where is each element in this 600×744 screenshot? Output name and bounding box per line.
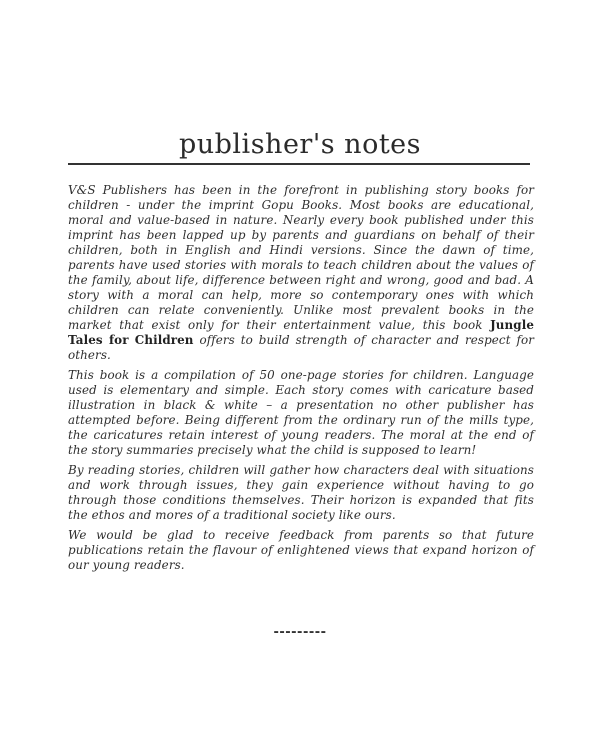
paragraph-2: This book is a compilation of 50 one-page stories for children. Language used is elementary and simple. Each story comes with caricature based illustration in black & white – a presentation no other publisher has attempted before. Being different from the ordinary run of the mills type, the caricatures retain interest of young readers. The moral at the end of the story summaries precisely what the child is supposed to learn!	[68, 368, 534, 457]
end-mark: ---------	[273, 625, 327, 640]
page-title: publisher's notes	[178, 129, 422, 160]
heading-container	[0, 128, 600, 162]
paragraph-1	[68, 183, 534, 363]
paragraph-4: We would be glad to receive feedback from parents so that future publications retain the flavour of enlightened views that expand horizon of our young readers.	[68, 528, 534, 572]
paragraph-1-intro: V&S Publishers has been in the forefront in publishing story books for children - under the imprint Gopu Books. Most books are educational, moral and value-based in nature. Nearly every book published under this imprint has been lapped up by parents and guardians on behalf of their children, both in English and Hindi versions. Since the dawn of time, parents have used stories with morals to teach children about the values of the family, about life, difference between right and wrong, good and bad. A story with a moral can help, more so contemporary ones with which children can relate conveniently. Unlike most prevalent books in the market that exist only for their entertainment value, this book	[68, 183, 534, 332]
book-title: Jungle Tales for Children	[68, 318, 534, 347]
title-underline	[68, 163, 530, 165]
paragraph-3: By reading stories, children will gather how characters deal with situations and work through issues, they gain experience without having to go through those conditions themselves. Their horizon is expanded that fits the ethos and mores of a traditional society like ours.	[68, 463, 534, 522]
notes-body	[68, 183, 534, 578]
paragraph-1-ending: offers to build strength of character and respect for others.	[68, 333, 535, 362]
